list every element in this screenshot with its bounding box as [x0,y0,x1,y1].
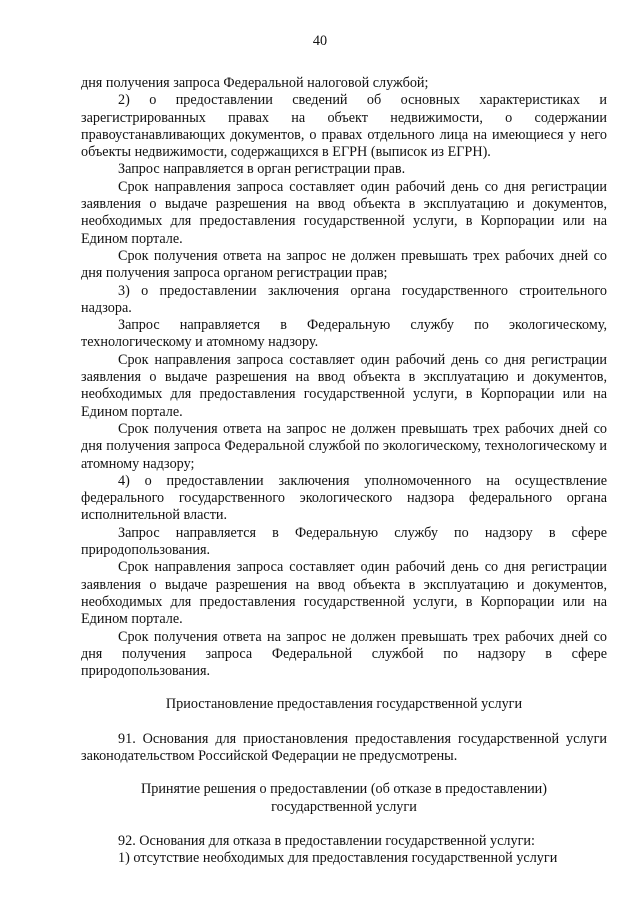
paragraph: Срок направления запроса составляет один рабочий день со дня регистрации заявления о выдаче разрешения на ввод объекта в эксплуатацию и документов, необходимых для предоставления государственной услуги, в Корпорации или на Едином портале. [81,351,607,420]
paragraph: Запрос направляется в Федеральную службу по экологическому, технологическому и атомному надзору. [81,317,607,351]
section-heading [81,781,607,816]
paragraph: Срок получения ответа на запрос не должен превышать трех рабочих дней со дня получения запроса Федеральной службой по надзору в сфере природопользования. [81,628,607,680]
document-body [81,75,607,867]
paragraph-92-item-1: 1) отсутствие необходимых для предоставления государственной услуги [118,850,558,867]
paragraph: Срок направления запроса составляет один рабочий день со дня регистрации заявления о выдаче разрешения на ввод объекта в эксплуатацию и документов, необходимых для предоставления государственной услуги, в Корпорации или на Едином портале. [81,559,607,628]
paragraph: 3) о предоставлении заключения органа государственного строительного надзора. [81,282,607,316]
paragraph: Срок получения ответа на запрос не должен превышать трех рабочих дней со дня получения запроса Федеральной службой по экологическому, технологическому и атомному надзору; [81,420,607,472]
paragraph: 2) о предоставлении сведений об основных характеристиках и зарегистрированных правах на объект недвижимости, о содержании правоустанавливающих документов, о правах отдельного лица на имеющиеся у него объекты недвижимости, содержащихся в ЕГРН (выписок из ЕГРН). [81,92,607,161]
section-heading: Приостановление предоставления государственной услуги [165,696,523,713]
paragraph: 4) о предоставлении заключения уполномоченного на осуществление федерального государственного экологического надзора федерального органа исполнительной власти. [81,472,607,524]
section-heading-line: государственной услуги [271,798,417,815]
paragraph: Запрос направляется в орган регистрации прав. [118,161,406,178]
section-heading-line: Принятие решения о предоставлении (об отказе в предоставлении) [140,781,548,798]
page-number: 40 [312,33,328,49]
paragraph: Запрос направляется в Федеральную службу по надзору в сфере природопользования. [81,524,607,559]
paragraph: Срок направления запроса составляет один рабочий день со дня регистрации заявления о выдаче разрешения на ввод объекта в эксплуатацию и документов, необходимых для предоставления государственной услуги, в Корпорации или на Едином портале. [81,178,607,247]
paragraph-91: 91. Основания для приостановления предоставления государственной услуги законодательством Российской Федерации не предусмотрены. [81,730,607,764]
paragraph: Срок получения ответа на запрос не должен превышать трех рабочих дней со дня получения запроса органом регистрации прав; [81,247,607,282]
paragraph-92: 92. Основания для отказа в предоставлении государственной услуги: [118,832,535,849]
paragraph: дня получения запроса Федеральной налоговой службой; [81,75,429,91]
